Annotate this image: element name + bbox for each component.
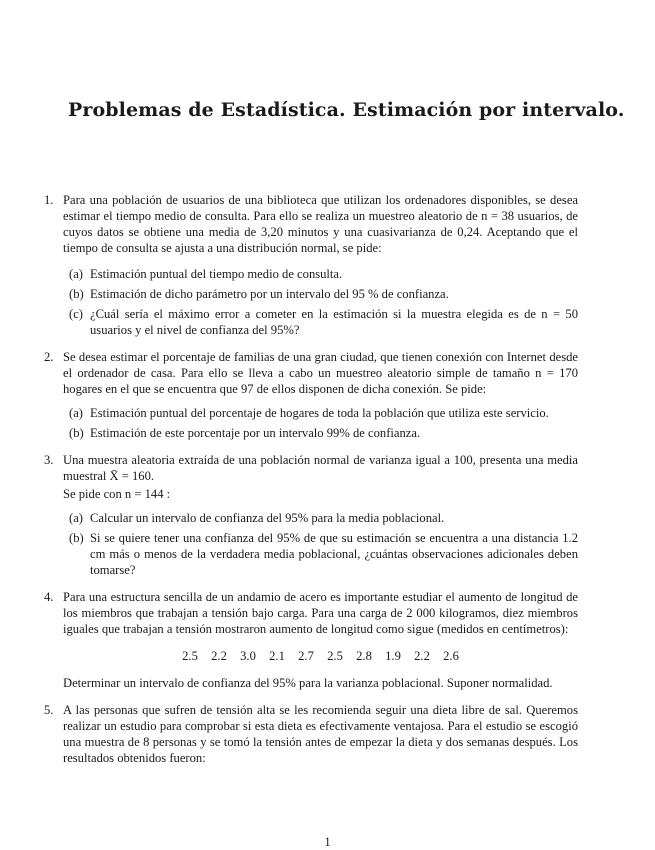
subitem: [69, 530, 578, 578]
problem-text: Una muestra aleatoria extraída de una población normal de varianza igual a 100, presenta una media muestral X̄ = 160.: [63, 453, 578, 483]
problem-3: [44, 452, 578, 578]
problem-1: [44, 192, 578, 338]
subitem-text: Estimación puntual del porcentaje de hogares de toda la población que utiliza este servicio.: [90, 406, 549, 420]
subitem-text: ¿Cuál sería el máximo error a cometer en la estimación si la muestra elegida es de n = 50 usuarios y el nivel de confianza del 95%?: [90, 307, 578, 337]
subitem-list: [63, 405, 578, 441]
subitem-label: (a): [69, 267, 83, 281]
problem-5: [44, 702, 578, 766]
subitem-text: Estimación de este porcentaje por un intervalo 99% de confianza.: [90, 426, 421, 440]
data-value: 2.7: [298, 649, 314, 663]
subitem: [69, 306, 578, 338]
subitem-label: (b): [69, 531, 84, 545]
data-value: 2.8: [356, 649, 372, 663]
problem-list: [0, 192, 655, 766]
data-value: 2.2: [211, 649, 227, 663]
problem-subtext: Se pide con n = 144 :: [63, 487, 171, 501]
problem-number: 3.: [44, 453, 54, 467]
problem-number: 5.: [44, 703, 54, 717]
subitem: [69, 405, 578, 421]
problem-number: 1.: [44, 193, 54, 207]
subitem-label: (a): [69, 511, 83, 525]
page-title: Problemas de Estadística. Estimación por intervalo.: [68, 99, 625, 121]
subitem-text: Estimación puntual del tiempo medio de consulta.: [90, 267, 343, 281]
subitem-list: [63, 510, 578, 578]
subitem-list: [63, 266, 578, 338]
problem-4: [44, 589, 578, 691]
measurement-data-row: [63, 648, 578, 664]
problem-text: Para una población de usuarios de una biblioteca que utilizan los ordenadores disponibles, se desea estimar el tiempo medio de consulta. Para ello se realiza un muestreo aleatorio de n = 38 usuarios, de cuyos datos se obtiene una media de 3,20 minutos y una cuasivarianza de 0,24. Aceptando que el tiempo de consulta se ajusta a una distribución normal, se pide:: [63, 193, 578, 255]
subitem: [69, 425, 578, 441]
data-value: 2.1: [269, 649, 285, 663]
subitem: [69, 266, 578, 282]
problem-2: [44, 349, 578, 441]
data-value: 2.5: [327, 649, 343, 663]
problem-number: 2.: [44, 350, 54, 364]
problem-text: A las personas que sufren de tensión alta se les recomienda seguir una dieta libre de sal. Queremos realizar un estudio para comprobar si esta dieta es efectivamente ventajosa. Para el estudio se escogió una muestra de 8 personas y se tomó la tensión antes de empezar la dieta y dos semanas después. Los resultados obtenidos fueron:: [63, 703, 578, 765]
problem-subtext: Determinar un intervalo de confianza del 95% para la varianza poblacional. Suponer normalidad.: [63, 676, 553, 690]
subitem-label: (c): [69, 307, 83, 321]
data-value: 2.6: [443, 649, 459, 663]
problem-number: 4.: [44, 590, 54, 604]
subitem-label: (b): [69, 426, 84, 440]
data-value: 2.5: [182, 649, 198, 663]
subitem: [69, 510, 578, 526]
data-value: 1.9: [385, 649, 401, 663]
subitem-text: Si se quiere tener una confianza del 95% de que su estimación se encuentra a una distancia 1.2 cm más o menos de la verdadera media poblacional, ¿cuántas observaciones adicionales deben tomarse?: [90, 531, 578, 577]
page-number: 1: [324, 835, 331, 849]
data-value: 3.0: [240, 649, 256, 663]
subitem-label: (a): [69, 406, 83, 420]
problem-text: Para una estructura sencilla de un andamio de acero es importante estudiar el aumento de longitud de los miembros que trabajan a tensión bajo carga. Para una carga de 2 000 kilogramos, diez miembros iguales que trabajan a tensión mostraron aumento de longitud como sigue (medidos en centímetros):: [63, 590, 578, 636]
subitem: [69, 286, 578, 302]
subitem-label: (b): [69, 287, 84, 301]
subitem-text: Calcular un intervalo de confianza del 95% para la media poblacional.: [90, 511, 445, 525]
problem-text: Se desea estimar el porcentaje de familias de una gran ciudad, que tienen conexión con Internet desde el ordenador de casa. Para ello se lleva a cabo un muestreo aleatorio simple de tamaño n = 170 hogares en el que se encuentra que 97 de ellos disponen de dicha conexión. Se pide:: [63, 350, 578, 396]
subitem-text: Estimación de dicho parámetro por un intervalo del 95 % de confianza.: [90, 287, 449, 301]
data-value: 2.2: [414, 649, 430, 663]
